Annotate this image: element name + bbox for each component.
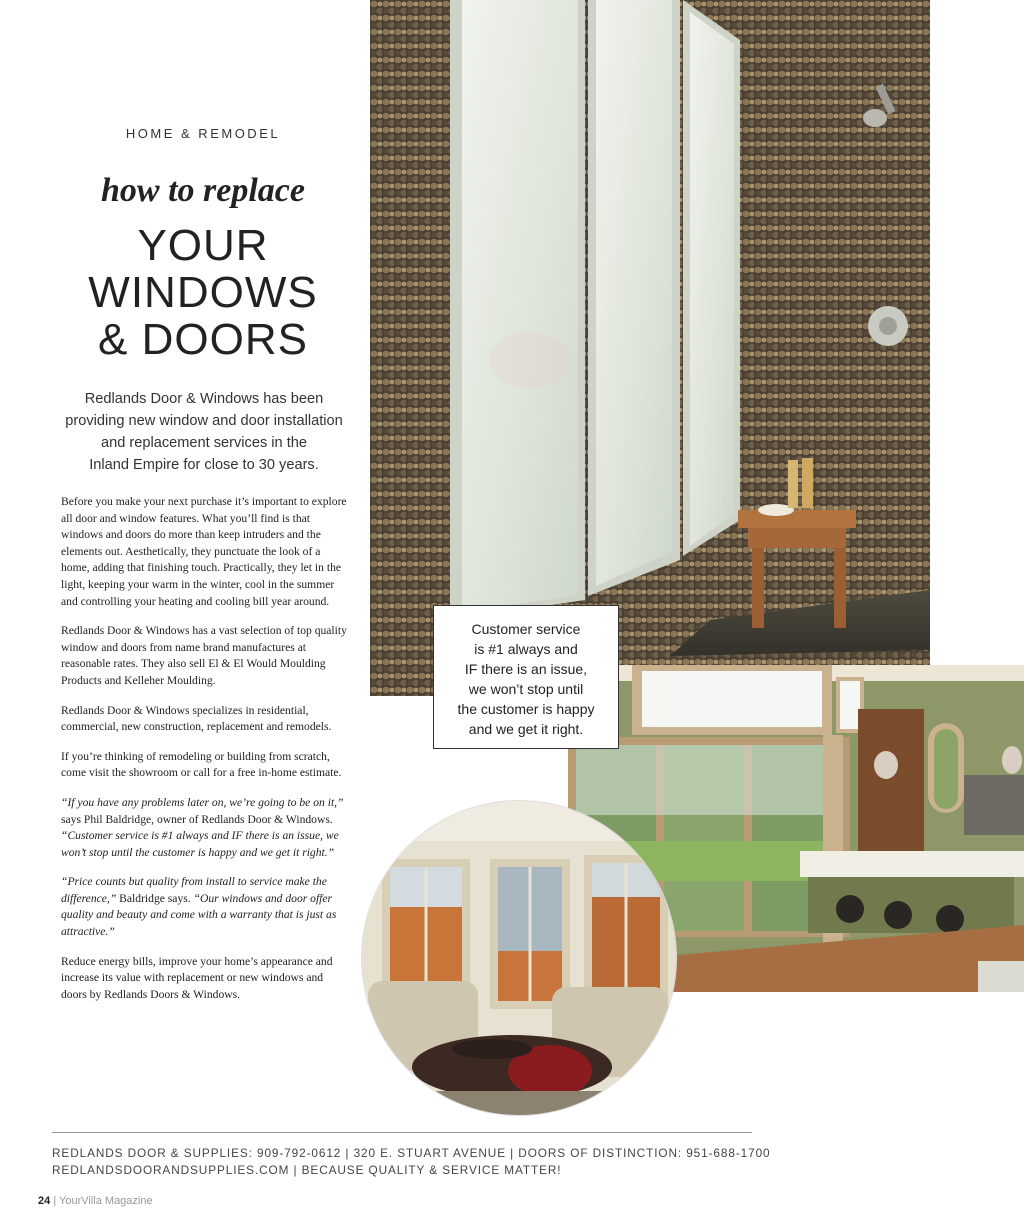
quote-1-attribution: says Phil Baldridge, owner of Redlands Door & Windows. xyxy=(61,812,333,826)
intro-text xyxy=(56,388,352,476)
footer-contact-line: REDLANDS DOOR & SUPPLIES: 909-792-0612 | 320 E. STUART AVENUE | DOORS OF DISTINCTION: 951-688-1700 xyxy=(52,1146,771,1160)
title-line-1: YOUR xyxy=(137,221,269,270)
page-number: 24 xyxy=(38,1195,51,1207)
article-body xyxy=(61,494,351,1016)
title-line-3: & DOORS xyxy=(98,315,308,364)
paragraph-1: Before you make your next purchase it’s important to explore all door and window features. What you’ll find is that windows and doors do more than keep intruders and the elements out. Aesthetically, they punctuate the look of a home, adding that finishing touch. Practically, they let in the light, keeping your warm in the winter, cool in the summer and controlling your heating and cooling bill year around. xyxy=(61,495,347,608)
folio-separator: | xyxy=(53,1195,60,1207)
paragraph-2: Redlands Door & Windows has a vast selection of top quality window and doors from name brand manufactures at reasonable rates. They also sell El & El Would Moulding Products and Kelleher Moulding. xyxy=(61,624,347,687)
paragraph-3: Redlands Door & Windows specializes in residential, commercial, new construction, replacement and remodels. xyxy=(61,703,332,734)
intro-line-3: and replacement services in the xyxy=(100,435,308,451)
quote-1-part-b: “Customer service is #1 always and IF there is an issue, we won’t stop until the customer is happy and we get it right.” xyxy=(61,829,339,859)
living-room-photo xyxy=(362,801,676,1115)
quote-paragraph-2 xyxy=(61,874,351,940)
page-folio xyxy=(38,1195,153,1207)
title-line-2: WINDOWS xyxy=(88,268,318,317)
shower-photo xyxy=(370,0,930,696)
pull-quote-line-2: is #1 always and xyxy=(474,641,578,657)
section-label: HOME & REMODEL xyxy=(125,126,281,141)
pull-quote-line-6: and we get it right. xyxy=(468,721,584,737)
intro-line-1: Redlands Door & Windows has been xyxy=(84,391,324,407)
paragraph-4: If you’re thinking of remodeling or building from scratch, come visit the showroom or call for a free in-home estimate. xyxy=(61,749,342,780)
pull-quote-box xyxy=(433,605,619,749)
quote-1-part-a: “If you have any problems later on, we’re going to be on it,” xyxy=(61,795,344,809)
quote-paragraph-1 xyxy=(61,795,351,861)
intro-line-4: Inland Empire for close to 30 years. xyxy=(89,457,319,473)
magazine-name: YourVilla Magazine xyxy=(59,1195,153,1207)
page-title xyxy=(50,222,356,363)
footer-divider xyxy=(52,1132,752,1133)
pull-quote-line-5: the customer is happy xyxy=(457,701,595,717)
quote-2-attribution: Baldridge says. xyxy=(116,891,194,905)
pull-quote-line-1: Customer service xyxy=(471,621,581,637)
quote-2-part-b: “Our windows and door offer quality and beauty and come with a warranty that is just as attractive.” xyxy=(61,891,337,939)
intro-line-2: providing new window and door installation xyxy=(65,413,343,429)
quote-2-part-a: “Price counts but quality from install to service make the difference,” xyxy=(61,875,327,905)
title-script: how to replace xyxy=(101,172,305,209)
pull-quote-line-3: IF there is an issue, xyxy=(464,661,588,677)
footer-website-line: REDLANDSDOORANDSUPPLIES.COM | BECAUSE QUALITY & SERVICE MATTER! xyxy=(52,1163,562,1177)
paragraph-5: Reduce energy bills, improve your home’s appearance and increase its value with replacement or new windows and doors by Redlands Doors & Windows. xyxy=(61,954,333,1001)
pull-quote-line-4: we won’t stop until xyxy=(468,681,584,697)
